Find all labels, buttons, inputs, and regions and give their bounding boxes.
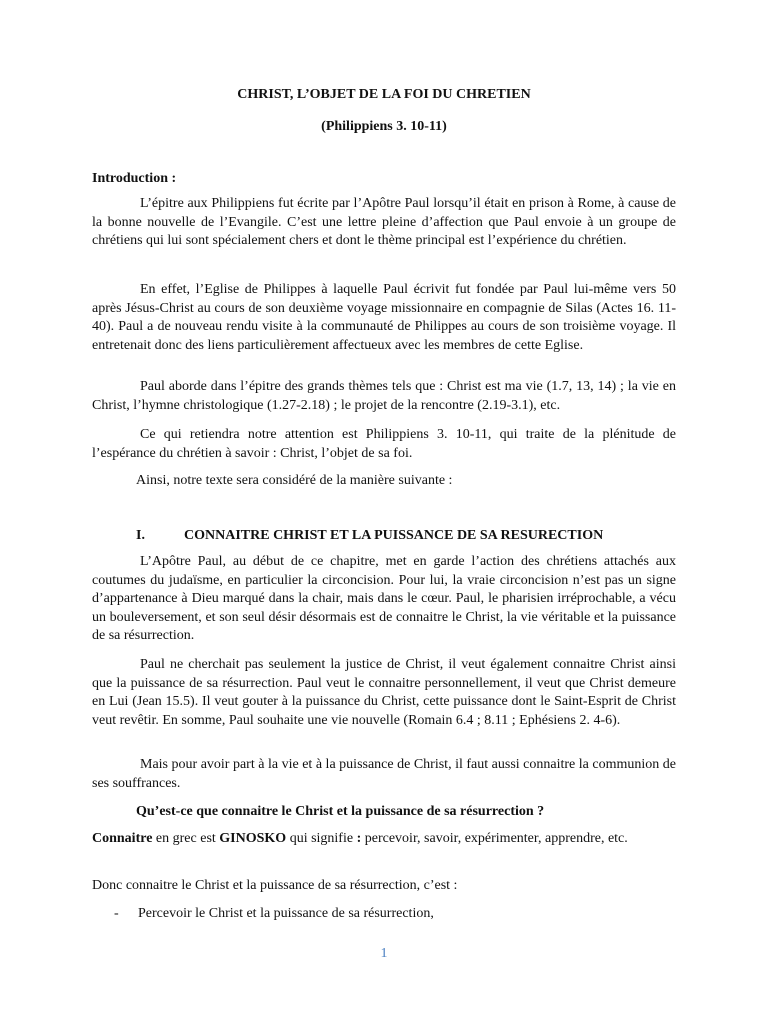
definition-colon: : [356,831,362,846]
intro-paragraph: Paul aborde dans l’épitre des grands thèmes tels que : Christ est ma vie (1.7, 13, 14) ; la vie en Christ, l’hymne christologique (1.27-2.18) ; le projet de la rencontre (2.19-3.1), etc. [92,379,676,413]
list-bullet: - [114,906,119,921]
definition-text: qui signifie [286,831,357,846]
section-number: I. [136,528,145,543]
definition-text: en grec est [152,831,220,846]
page-number: 1 [380,946,388,961]
definition-term: Connaitre [92,831,153,846]
intro-paragraph: L’épitre aux Philippiens fut écrite par l’Apôtre Paul lorsqu’il était en prison à Rome, à cause de la bonne nouvelle de l’Evangile. C’est une lettre pleine d’affection que Paul envoie à un groupe de chrétiens qui lui sont spécialement chers et dont le thème principal est l’expérience du chrétien. [92,196,676,249]
scripture-reference: (Philippiens 3. 10-11) [321,119,447,134]
list-item: Percevoir le Christ et la puissance de sa résurrection, [138,906,434,921]
section-question: Qu’est-ce que connaitre le Christ et la puissance de sa résurrection ? [136,804,545,819]
intro-heading: Introduction : [92,171,177,186]
document-title: CHRIST, L’OBJET DE LA FOI DU CHRETIEN [237,87,531,102]
intro-paragraph: Ce qui retiendra notre attention est Philippiens 3. 10-11, qui traite de la plénitude de l’espérance du chrétien à savoir : Christ, l’objet de sa foi. [92,427,676,461]
intro-paragraph: Ainsi, notre texte sera considéré de la manière suivante : [136,473,453,488]
section-paragraph: Mais pour avoir part à la vie et à la puissance de Christ, il faut aussi connaitre la communion de ses souffrances. [92,757,676,791]
lead-sentence: Donc connaitre le Christ et la puissance de sa résurrection, c’est : [92,878,458,893]
greek-word: GINOSKO [219,831,287,846]
definition-paragraph [92,830,676,849]
definition-text: percevoir, savoir, expérimenter, apprendre, etc. [361,831,628,846]
section-paragraph: Paul ne cherchait pas seulement la justice de Christ, il veut également connaitre Christ ainsi que la puissance de sa résurrection. Paul veut le connaitre personnellement, il veut que Christ demeure en Lui (Jean 15.5). Il veut gouter à la puissance du Christ, cette puissance dont le Saint-Esprit de Christ veut revêtir. En somme, Paul souhaite une vie nouvelle (Romain 6.4 ; 8.11 ; Ephésiens 2. 4-6). [92,657,676,728]
section-title: CONNAITRE CHRIST ET LA PUISSANCE DE SA RESURECTION [184,528,604,543]
section-heading [136,527,696,545]
intro-paragraph: En effet, l’Eglise de Philippes à laquelle Paul écrivit fut fondée par Paul lui-même vers 50 après Jésus-Christ au cours de son deuxième voyage missionnaire en compagnie de Silas (Actes 16. 11-40). Paul a de nouveau rendu visite à la communauté de Philippes au cours de son troisième voyage. Il entretenait donc des liens particulièrement affectueux avec les membres de cette Eglise. [92,282,676,353]
section-paragraph: L’Apôtre Paul, au début de ce chapitre, met en garde l’action des chrétiens attachés aux coutumes du judaïsme, en particulier la circoncision. Pour lui, la vraie circoncision n’est pas un signe d’appartenance à Dieu marqué dans la chair, mais dans le cœur. Paul, le pharisien irréprochable, a vécu un bouleversement, et son seul désir désormais est de connaitre le Christ, la vie véritable et la puissance de sa résurrection. [92,554,676,644]
